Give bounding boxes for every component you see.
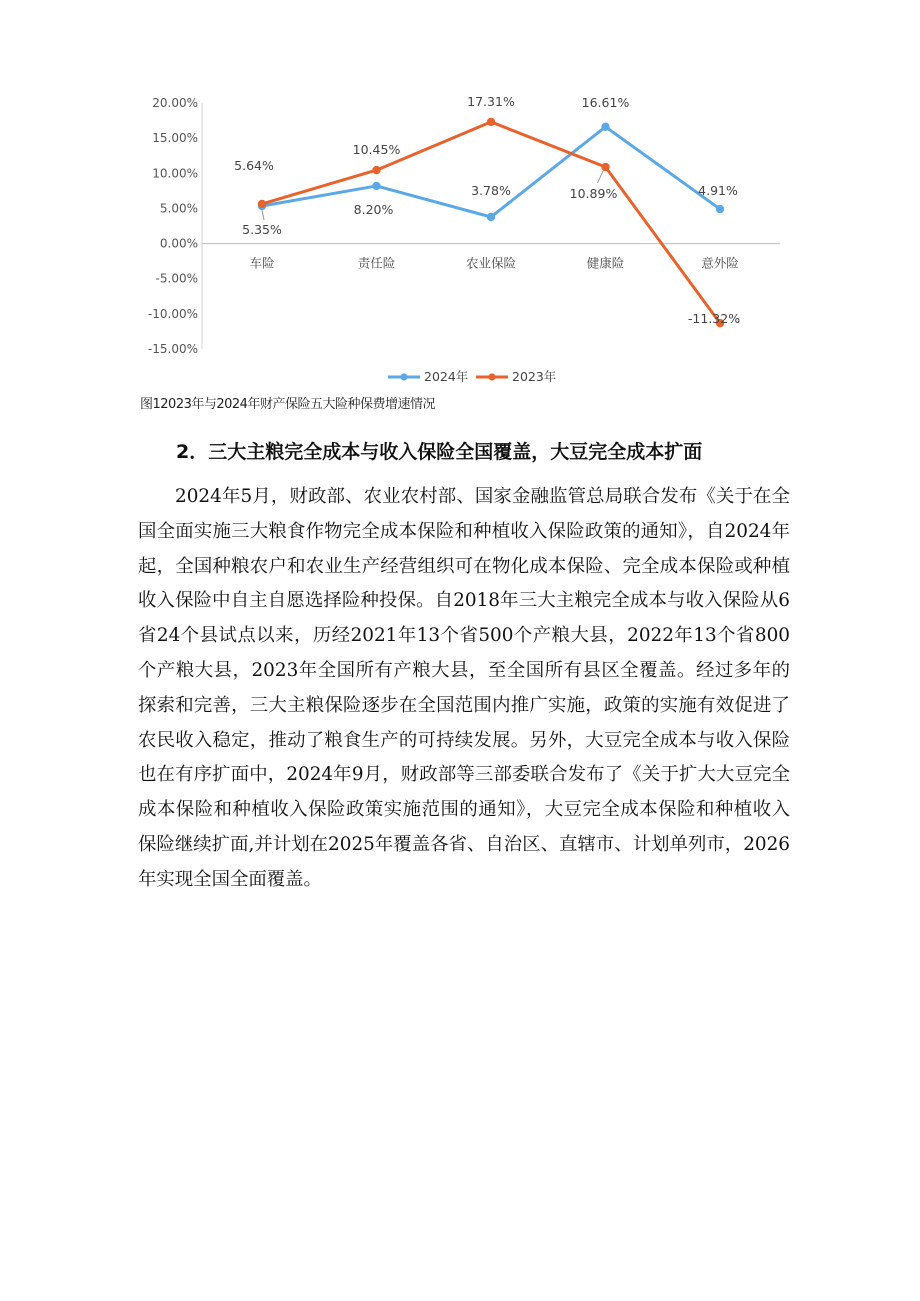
y-tick-label: 20.00%	[152, 96, 198, 110]
y-tick-label: 0.00%	[159, 236, 198, 251]
data-label: 10.45%	[352, 142, 401, 158]
y-tick-label: -10.00%	[147, 306, 198, 321]
data-label: 4.91%	[698, 183, 738, 199]
data-label: -11.32%	[687, 311, 741, 327]
data-label: 8.20%	[353, 201, 394, 217]
data-point	[372, 182, 380, 190]
leader-line	[598, 170, 604, 183]
data-point	[487, 213, 495, 221]
x-category-label: 健康险	[586, 255, 625, 271]
x-category-label: 责任险	[357, 255, 396, 271]
legend-marker	[488, 373, 495, 380]
y-tick-label: 15.00%	[152, 131, 198, 146]
premium-growth-line-chart	[140, 90, 780, 390]
section-heading: 2．三大主粮完全成本与收入保险全国覆盖，大豆完全成本扩面	[176, 441, 703, 463]
data-label: 17.31%	[467, 93, 515, 109]
data-label: 16.61%	[581, 94, 630, 110]
data-point	[372, 166, 380, 174]
y-tick-label: 5.00%	[159, 201, 198, 216]
body-paragraph: 2024年5月，财政部、农业农村部、国家金融监管总局联合发布《关于在全国全面实施三大粮食作物完全成本保险和种植收入保险政策的通知》，自2024年起，全国种粮农户和农业生产经营组织可在物化成本保险、完全成本保险或种植收入保险中自主自愿选择险种投保。自2018年三大主粮完全成本与收入保险从6省24个县试点以来，历经2021年13个省500个产粮大县，2022年13个省800个产粮大县，2023年全国所有产粮大县，至全国所有县区全覆盖。经过多年的探索和完善，三大主粮保险逐步在全国范围内推广实施，政策的实施有效促进了农民收入稳定，推动了粮食生产的可持续发展。另外，大豆完全成本与收入保险也在有序扩面中，2024年9月，财政部等三部委联合发布了《关于扩大大豆完全成本保险和种植收入保险政策实施范围的通知》，大豆完全成本保险和种植收入保险继续扩面,并计划在2025年覆盖各省、自治区、直辖市、计划单列市，2026年实现全国全面覆盖。	[138, 486, 790, 890]
data-point	[601, 123, 609, 131]
y-tick-label: -5.00%	[155, 271, 198, 286]
legend-marker	[400, 373, 407, 380]
data-point	[601, 163, 609, 171]
legend-label: 2023年	[512, 369, 557, 384]
data-label: 5.35%	[242, 221, 282, 237]
x-category-label: 意外险	[701, 255, 739, 271]
data-label: 10.89%	[569, 186, 618, 202]
leader-line	[262, 210, 264, 220]
x-category-label: 车险	[249, 255, 275, 271]
data-label: 5.64%	[234, 157, 274, 173]
data-point	[487, 118, 495, 126]
series-line	[262, 127, 720, 217]
legend-label: 2024年	[424, 369, 469, 384]
figure-caption: 图12023年与2024年财产保险五大险种保费增速情况	[140, 397, 435, 412]
data-point	[716, 205, 724, 213]
data-label: 3.78%	[471, 183, 511, 199]
data-point	[258, 200, 266, 208]
y-tick-label: 10.00%	[152, 166, 198, 181]
y-tick-label: -15.00%	[147, 342, 198, 356]
series-line	[262, 122, 720, 323]
x-category-label: 农业保险	[465, 255, 517, 271]
